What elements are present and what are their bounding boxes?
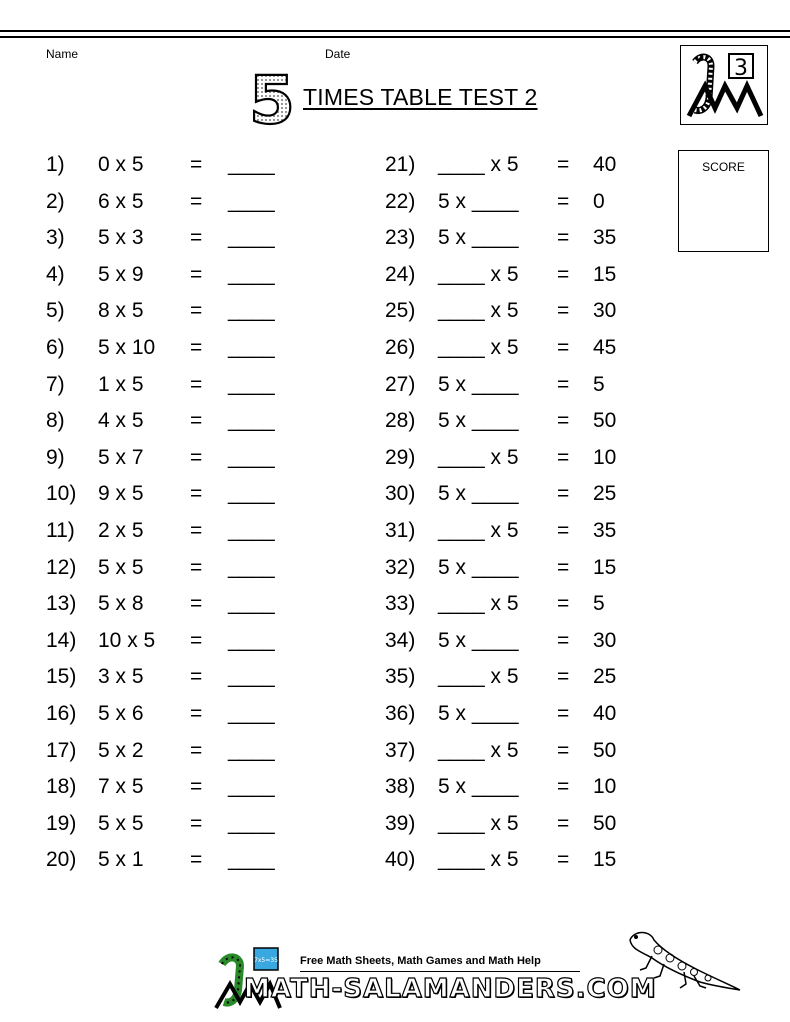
equals-sign: = <box>190 482 203 506</box>
question-expression: 5 x 6 <box>98 702 144 725</box>
question-expression[interactable]: 5 x ____ <box>438 775 519 799</box>
question-number: 31) <box>385 519 416 542</box>
footer-divider <box>300 971 580 972</box>
equals-sign: = <box>557 848 570 872</box>
question-expression[interactable]: 5 x ____ <box>438 702 519 725</box>
question-number: 32) <box>385 555 416 579</box>
question-expression[interactable]: ____ x 5 <box>438 519 519 542</box>
question-expression: 5 x 1 <box>98 848 144 872</box>
equals-sign: = <box>190 665 203 689</box>
answer-blank[interactable]: ____ <box>228 519 275 542</box>
question-product: 40 <box>593 702 617 725</box>
big-digit-glyph: 5 <box>249 66 295 128</box>
question-row <box>0 662 660 692</box>
question-number: 6) <box>46 336 65 359</box>
question-number: 40) <box>385 848 416 872</box>
date-label: Date <box>325 47 351 61</box>
question-number: 33) <box>385 592 416 616</box>
question-number: 16) <box>46 702 77 725</box>
salamander-logo-icon <box>681 46 767 124</box>
question-product: 15 <box>593 848 617 872</box>
question-row <box>0 223 660 253</box>
logo-digit: 3 <box>734 56 748 81</box>
question-expression: 1 x 5 <box>98 372 144 396</box>
equals-sign: = <box>557 665 570 689</box>
answer-blank[interactable]: ____ <box>228 848 275 872</box>
question-expression[interactable]: ____ x 5 <box>438 848 519 872</box>
equals-sign: = <box>190 811 203 835</box>
question-product: 45 <box>593 336 617 359</box>
question-number: 18) <box>46 775 77 799</box>
question-row <box>0 333 660 363</box>
question-product: 30 <box>593 628 617 652</box>
answer-blank[interactable]: ____ <box>228 811 275 835</box>
equals-sign: = <box>557 153 570 176</box>
question-number: 39) <box>385 811 416 835</box>
answer-blank[interactable]: ____ <box>228 665 275 689</box>
question-row <box>0 406 660 436</box>
question-row <box>0 296 660 326</box>
equals-sign: = <box>557 226 570 250</box>
equals-sign: = <box>190 336 203 359</box>
question-expression[interactable]: ____ x 5 <box>438 153 519 176</box>
question-expression: 5 x 3 <box>98 226 144 250</box>
question-number: 12) <box>46 555 77 579</box>
question-number: 3) <box>46 226 65 250</box>
question-product: 50 <box>593 409 617 433</box>
answer-blank[interactable]: ____ <box>228 153 275 176</box>
footer-site-name: MATH-SALAMANDERS.COM <box>244 974 657 1004</box>
answer-blank[interactable]: ____ <box>228 372 275 396</box>
equals-sign: = <box>557 445 570 469</box>
equals-sign: = <box>557 409 570 433</box>
equals-sign: = <box>190 262 203 286</box>
equals-sign: = <box>557 482 570 506</box>
question-product: 40 <box>593 153 617 176</box>
question-expression[interactable]: 5 x ____ <box>438 482 519 506</box>
question-expression[interactable]: 5 x ____ <box>438 372 519 396</box>
question-number: 35) <box>385 665 416 689</box>
question-expression[interactable]: 5 x ____ <box>438 226 519 250</box>
question-row <box>0 736 660 766</box>
question-number: 11) <box>46 519 75 542</box>
question-row <box>0 479 660 509</box>
question-product: 25 <box>593 482 617 506</box>
equals-sign: = <box>557 189 570 213</box>
score-box <box>678 150 769 252</box>
question-number: 26) <box>385 336 416 359</box>
equals-sign: = <box>557 519 570 542</box>
question-expression: 5 x 5 <box>98 555 144 579</box>
equals-sign: = <box>557 811 570 835</box>
question-number: 19) <box>46 811 77 835</box>
equals-sign: = <box>190 445 203 469</box>
question-expression: 4 x 5 <box>98 409 144 433</box>
question-number: 36) <box>385 702 416 725</box>
equals-sign: = <box>557 628 570 652</box>
question-number: 10) <box>46 482 77 506</box>
answer-blank[interactable]: ____ <box>228 628 275 652</box>
equals-sign: = <box>190 628 203 652</box>
question-product: 10 <box>593 775 617 799</box>
question-number: 4) <box>46 262 65 286</box>
question-expression: 3 x 5 <box>98 665 144 689</box>
question-number: 13) <box>46 592 77 616</box>
equals-sign: = <box>190 848 203 872</box>
question-product: 0 <box>593 189 605 213</box>
question-row <box>0 845 660 875</box>
question-number: 8) <box>46 409 65 433</box>
salamander-logo <box>680 45 768 125</box>
answer-blank[interactable]: ____ <box>228 482 275 506</box>
question-number: 28) <box>385 409 416 433</box>
answer-blank[interactable]: ____ <box>228 226 275 250</box>
answer-blank[interactable]: ____ <box>228 445 275 469</box>
question-number: 5) <box>46 299 65 323</box>
answer-blank[interactable]: ____ <box>228 409 275 433</box>
top-border-line <box>0 30 790 32</box>
question-number: 21) <box>385 153 416 176</box>
score-label: SCORE <box>702 160 745 174</box>
equals-sign: = <box>190 519 203 542</box>
big-digit-five <box>248 66 296 128</box>
question-number: 24) <box>385 262 416 286</box>
answer-blank[interactable]: ____ <box>228 555 275 579</box>
question-product: 50 <box>593 738 617 762</box>
question-expression[interactable]: 5 x ____ <box>438 409 519 433</box>
question-expression[interactable]: ____ x 5 <box>438 592 519 616</box>
answer-blank[interactable]: ____ <box>228 262 275 286</box>
equals-sign: = <box>190 738 203 762</box>
equals-sign: = <box>557 299 570 323</box>
question-row <box>0 443 660 473</box>
equals-sign: = <box>190 372 203 396</box>
equals-sign: = <box>190 226 203 250</box>
question-number: 34) <box>385 628 416 652</box>
equals-sign: = <box>190 592 203 616</box>
equals-sign: = <box>190 153 203 176</box>
equals-sign: = <box>557 555 570 579</box>
question-expression[interactable]: 5 x ____ <box>438 555 519 579</box>
question-product: 5 <box>593 372 605 396</box>
question-row <box>0 699 660 729</box>
question-expression[interactable]: ____ x 5 <box>438 811 519 835</box>
answer-blank[interactable]: ____ <box>228 592 275 616</box>
question-expression: 9 x 5 <box>98 482 144 506</box>
answer-blank[interactable]: ____ <box>228 702 275 725</box>
question-row <box>0 772 660 802</box>
equals-sign: = <box>190 775 203 799</box>
question-expression: 5 x 8 <box>98 592 144 616</box>
question-row <box>0 626 660 656</box>
question-number: 20) <box>46 848 77 872</box>
question-product: 15 <box>593 262 617 286</box>
equals-sign: = <box>190 189 203 213</box>
question-product: 35 <box>593 226 617 250</box>
equals-sign: = <box>557 262 570 286</box>
question-number: 23) <box>385 226 416 250</box>
question-number: 37) <box>385 738 416 762</box>
footer-tagline: Free Math Sheets, Math Games and Math Help <box>300 955 541 967</box>
question-number: 17) <box>46 738 77 762</box>
answer-blank[interactable]: ____ <box>228 336 275 359</box>
salamander-drawing-icon <box>624 922 744 1000</box>
question-number: 27) <box>385 372 416 396</box>
equals-sign: = <box>190 555 203 579</box>
question-number: 38) <box>385 775 416 799</box>
question-expression: 8 x 5 <box>98 299 144 323</box>
answer-blank[interactable]: ____ <box>228 775 275 799</box>
question-product: 5 <box>593 592 605 616</box>
equals-sign: = <box>190 409 203 433</box>
question-expression: 10 x 5 <box>98 628 156 652</box>
question-expression: 5 x 5 <box>98 811 144 835</box>
question-expression[interactable]: ____ x 5 <box>438 738 519 762</box>
question-expression: 5 x 7 <box>98 445 144 469</box>
question-expression[interactable]: ____ x 5 <box>438 299 519 323</box>
question-product: 15 <box>593 555 617 579</box>
question-row <box>0 516 660 546</box>
question-expression[interactable]: ____ x 5 <box>438 445 519 469</box>
question-expression: 6 x 5 <box>98 189 144 213</box>
question-product: 35 <box>593 519 617 542</box>
question-expression: 7 x 5 <box>98 775 144 799</box>
question-product: 30 <box>593 299 617 323</box>
equals-sign: = <box>557 592 570 616</box>
question-number: 14) <box>46 628 77 652</box>
question-expression: 0 x 5 <box>98 153 144 176</box>
equals-sign: = <box>557 775 570 799</box>
question-row <box>0 370 660 400</box>
question-number: 29) <box>385 445 416 469</box>
question-number: 1) <box>46 153 65 176</box>
question-expression[interactable]: ____ x 5 <box>438 665 519 689</box>
equals-sign: = <box>557 738 570 762</box>
question-row <box>0 187 660 217</box>
question-row <box>0 589 660 619</box>
page-title: TIMES TABLE TEST 2 <box>303 84 538 110</box>
question-expression[interactable]: 5 x ____ <box>438 189 519 213</box>
equals-sign: = <box>190 299 203 323</box>
question-expression[interactable]: ____ x 5 <box>438 262 519 286</box>
equals-sign: = <box>557 702 570 725</box>
question-product: 50 <box>593 811 617 835</box>
answer-blank[interactable]: ____ <box>228 299 275 323</box>
question-row <box>0 150 660 180</box>
question-number: 15) <box>46 665 77 689</box>
question-row <box>0 553 660 583</box>
equals-sign: = <box>190 702 203 725</box>
top-border-line <box>0 36 790 38</box>
question-number: 7) <box>46 372 65 396</box>
question-number: 30) <box>385 482 416 506</box>
question-product: 25 <box>593 665 617 689</box>
answer-blank[interactable]: ____ <box>228 189 275 213</box>
question-number: 25) <box>385 299 416 323</box>
question-expression: 5 x 10 <box>98 336 156 359</box>
answer-blank[interactable]: ____ <box>228 738 275 762</box>
question-product: 10 <box>593 445 617 469</box>
question-expression: 2 x 5 <box>98 519 144 542</box>
name-label: Name <box>46 47 79 61</box>
question-number: 9) <box>46 445 65 469</box>
equals-sign: = <box>557 336 570 359</box>
equals-sign: = <box>557 372 570 396</box>
question-expression: 5 x 2 <box>98 738 144 762</box>
question-expression[interactable]: ____ x 5 <box>438 336 519 359</box>
question-row <box>0 260 660 290</box>
question-number: 22) <box>385 189 416 213</box>
footer-logo-text: 7x5=35 <box>254 957 278 964</box>
question-row <box>0 809 660 839</box>
question-expression: 5 x 9 <box>98 262 144 286</box>
question-expression[interactable]: 5 x ____ <box>438 628 519 652</box>
question-number: 2) <box>46 189 65 213</box>
